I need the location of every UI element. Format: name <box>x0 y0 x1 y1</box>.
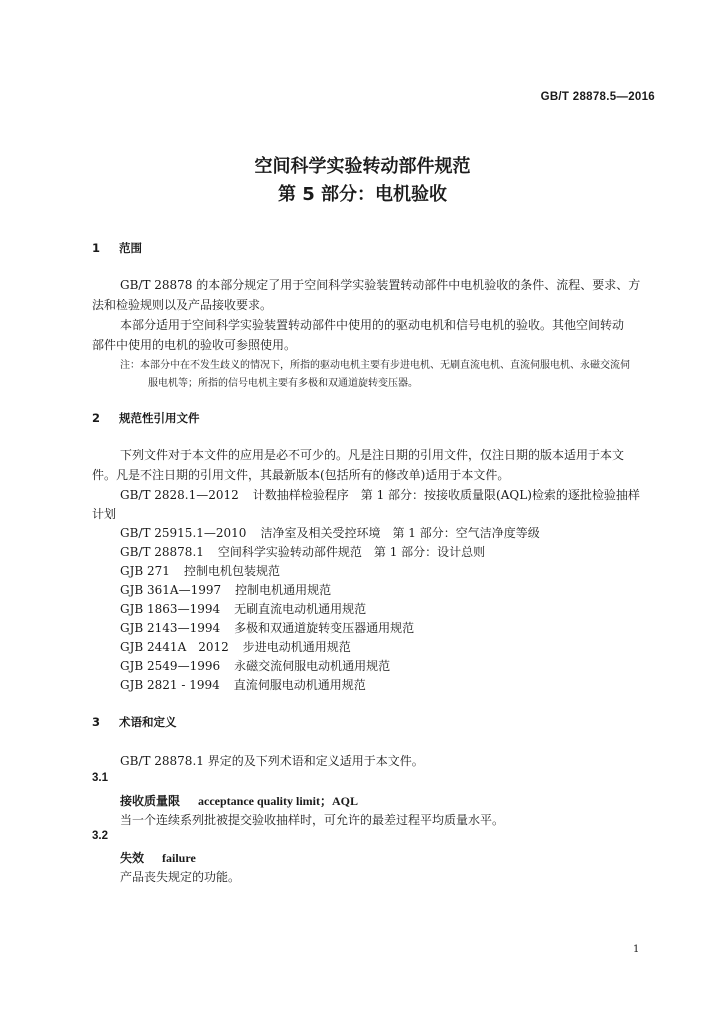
reference-code: GJB 361A—1997 <box>120 583 222 597</box>
reference-item <box>120 543 485 560</box>
section-3-heading <box>92 714 177 730</box>
reference-item <box>120 486 640 503</box>
section-number: 1 <box>92 241 101 255</box>
reference-title: 计数抽样检验程序 第 1 部分：按接收质量限(AQL)检索的逐批检验抽样 <box>252 488 640 502</box>
reference-title: 控制电机包装规范 <box>183 564 280 578</box>
reference-title: 直流伺服电动机通用规范 <box>233 678 366 692</box>
reference-item <box>120 657 390 674</box>
paragraph-line: 本部分适用于空间科学实验装置转动部件中使用的的驱动电机和信号电机的验收。其他空间转动 <box>120 318 625 332</box>
section-title: 术语和定义 <box>119 715 177 729</box>
reference-title: 洁净室及相关受控环境 第 1 部分：空气洁净度等级 <box>260 526 540 540</box>
reference-item <box>120 600 366 617</box>
reference-title: 空间科学实验转动部件规范 第 1 部分：设计总则 <box>217 545 486 559</box>
section-title: 规范性引用文件 <box>119 411 200 425</box>
term-en: failure <box>162 851 196 865</box>
term-zh: 接收质量限 <box>120 794 181 808</box>
paragraph-line: 法和检验规则以及产品接收要求。 <box>92 298 273 312</box>
reference-item <box>120 581 331 598</box>
page-number: 1 <box>633 944 640 955</box>
reference-item <box>120 524 540 541</box>
reference-item <box>120 638 351 655</box>
reference-code: GB/T 25915.1—2010 <box>120 526 247 540</box>
term-en: acceptance quality limit；AQL <box>198 794 359 808</box>
reference-item <box>120 676 366 693</box>
reference-item <box>120 562 280 579</box>
reference-code: GB/T 2828.1—2012 <box>120 488 239 502</box>
paragraph-line: GB/T 28878 的本部分规定了用于空间科学实验装置转动部件中电机验收的条件、流程、要求、方 <box>120 278 641 292</box>
term-entry <box>120 849 196 866</box>
term-definition: 当一个连续系列批被提交验收抽样时，可允许的最差过程平均质量水平。 <box>120 813 505 827</box>
paragraph-line: 件。凡是不注日期的引用文件，其最新版本(包括所有的修改单)适用于本文件。 <box>92 468 510 482</box>
reference-code: GJB 1863—1994 <box>120 602 221 616</box>
reference-code: GJB 2143—1994 <box>120 621 221 635</box>
reference-title: 无刷直流电动机通用规范 <box>234 602 367 616</box>
reference-item <box>120 619 414 636</box>
reference-code: GJB 2549—1996 <box>120 659 221 673</box>
reference-title: 步进电动机通用规范 <box>242 640 351 654</box>
term-number: 3.2 <box>92 830 108 842</box>
reference-code: GJB 2821 - 1994 <box>120 678 220 692</box>
reference-title: 永磁交流伺服电动机通用规范 <box>234 659 391 673</box>
standard-code: GB/T 28878.5—2016 <box>540 91 655 103</box>
section-title: 范围 <box>119 241 142 255</box>
paragraph-line: 部件中使用的电机的验收可参照使用。 <box>92 338 297 352</box>
term-number: 3.1 <box>92 772 108 784</box>
section-1-heading <box>92 240 142 256</box>
document-title: 空间科学实验转动部件规范 <box>254 156 471 177</box>
paragraph-line: 下列文件对于本文件的应用是必不可少的。凡是注日期的引用文件，仅注日期的版本适用于本文 <box>120 448 625 462</box>
reference-title: 控制电机通用规范 <box>235 583 332 597</box>
section-number: 3 <box>92 715 101 729</box>
term-definition: 产品丧失规定的功能。 <box>120 870 241 884</box>
reference-code: GB/T 28878.1 <box>120 545 204 559</box>
note-line: 注：本部分中在不发生歧义的情况下，所指的驱动电机主要有步进电机、无刷直流电机、直流伺服电机、永磁交流伺 <box>120 360 630 371</box>
section-2-heading <box>92 410 200 426</box>
reference-code: GJB 271 <box>120 564 170 578</box>
document-subtitle: 第 5 部分：电机验收 <box>277 184 448 205</box>
reference-title: 计划 <box>92 507 117 521</box>
reference-item <box>92 505 116 522</box>
section-number: 2 <box>92 411 101 425</box>
paragraph-line: GB/T 28878.1 界定的及下列术语和定义适用于本文件。 <box>120 754 424 768</box>
reference-title: 多极和双通道旋转变压器通用规范 <box>234 621 415 635</box>
term-entry <box>120 792 358 809</box>
term-zh: 失效 <box>120 851 145 865</box>
note-line: 服电机等；所指的信号电机主要有多极和双通道旋转变压器。 <box>148 378 418 389</box>
reference-code: GJB 2441A 2012 <box>120 640 229 654</box>
